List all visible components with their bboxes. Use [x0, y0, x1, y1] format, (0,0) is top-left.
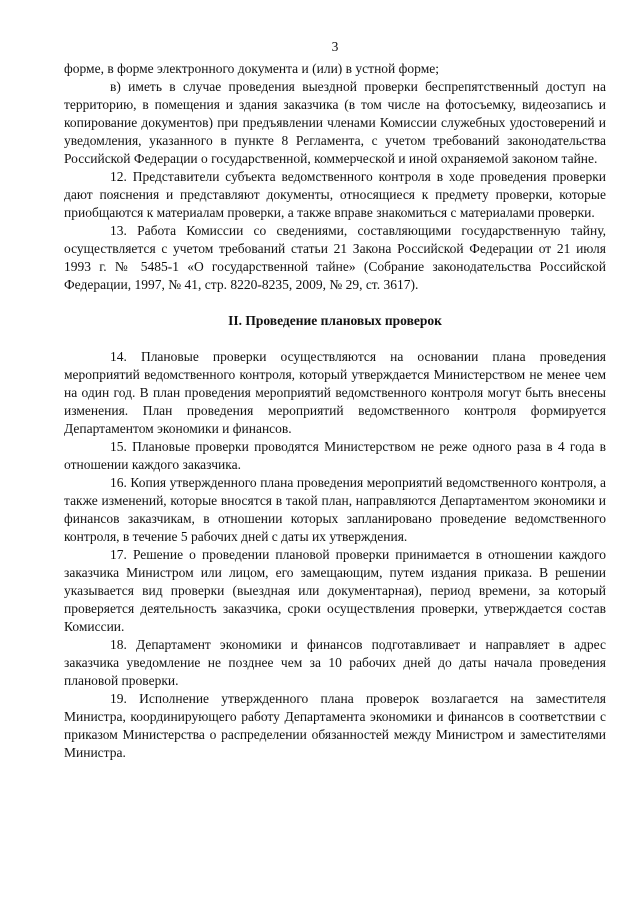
paragraph: 17. Решение о проведении плановой проверки принимается в отношении каждого заказчика Министром или лицом, его замещающим, путем издания приказа. В решении указывается вид проверки (выездная или документарная), период времени, за который проверяется деятельность заказчика, сроки осуществления проверки, утверждается состав Комиссии.	[64, 547, 606, 634]
paragraphs-top	[64, 60, 606, 294]
paragraph: 18. Департамент экономики и финансов подготавливает и направляет в адрес заказчика уведомление не позднее чем за 10 рабочих дней до даты начала проведения плановой проверки.	[64, 637, 606, 688]
paragraph: форме, в форме электронного документа и (или) в устной форме;	[64, 61, 439, 76]
paragraph: 14. Плановые проверки осуществляются на основании плана проведения мероприятий ведомственного контроля, который утверждается Министерством не менее чем на один год. В план проведения мероприятий ведомственного контроля могут быть внесены изменения. План проведения мероприятий ведомственного контроля формируется Департаментом экономики и финансов.	[64, 349, 606, 436]
paragraph: 12. Представители субъекта ведомственного контроля в ходе проведения проверки дают пояснения и представляют документы, относящиеся к предмету проверки, которые приобщаются к материалам проверки, а также вправе знакомиться с материалами проверки.	[64, 169, 606, 220]
paragraph: 19. Исполнение утвержденного плана проверок возлагается на заместителя Министра, координирующего работу Департамента экономики и финансов в соответствии с приказом Министерства о распределении обязанностей между Министром и заместителями Министра.	[64, 691, 606, 760]
paragraph: 13. Работа Комиссии со сведениями, составляющими государственную тайну, осуществляется с учетом требований статьи 21 Закона Российской Федерации от 21 июля 1993 г. № 5485-1 «О государственной тайне» (Собрание законодательства Российской Федерации, 1997, № 41, стр. 8220-8235, 2009, № 29, ст. 3617).	[64, 223, 606, 292]
paragraph: 16. Копия утвержденного плана проведения мероприятий ведомственного контроля, а также изменений, которые вносятся в такой план, направляются Департаментом экономики и финансов заказчикам, в отношении которых запланировано проведение ведомственного контроля, в течение 5 рабочих дней с даты их утверждения.	[64, 475, 606, 544]
paragraphs-bottom	[64, 348, 606, 762]
section-heading: II. Проведение плановых проверок	[228, 313, 442, 328]
paragraph: 15. Плановые проверки проводятся Министерством не реже одного раза в 4 года в отношении каждого заказчика.	[64, 439, 606, 472]
page-number: 3	[331, 39, 339, 54]
paragraph: в) иметь в случае проведения выездной проверки беспрепятственный доступ на территорию, в помещения и здания заказчика (в том числе на фотосъемку, видеозапись и копирование документов) при предъявлении членами Комиссии служебных удостоверений и уведомления, указанного в пункте 8 Регламента, с учетом требований законодательства Российской Федерации о государственной, коммерческой и иной охраняемой законом тайне.	[64, 79, 606, 166]
